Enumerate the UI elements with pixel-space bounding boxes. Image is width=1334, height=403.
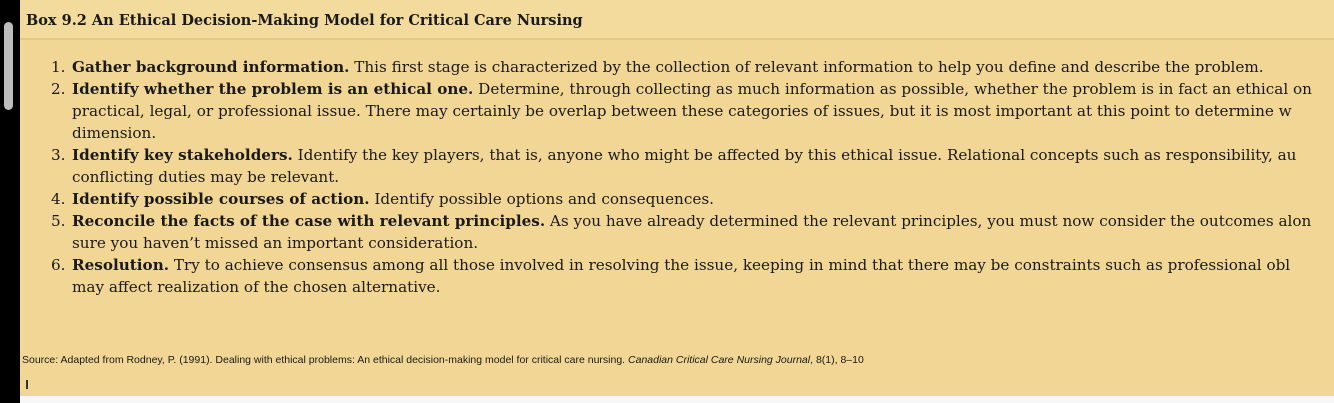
source-journal: Canadian Critical Care Nursing Journal bbox=[628, 354, 811, 366]
step-item bbox=[20, 188, 1334, 210]
step-text: Try to achieve consensus among all those involved in resolving the issue, keeping in mind that there may be constraints such as professional obl bbox=[169, 256, 1291, 274]
step-number: 4. bbox=[51, 190, 66, 208]
step-heading: Identify whether the problem is an ethical one. bbox=[72, 80, 474, 98]
text-cursor bbox=[26, 380, 28, 389]
scrollbar-thumb[interactable] bbox=[4, 22, 13, 110]
step-text: Determine, through collecting as much information as possible, whether the problem is in fact an ethical on bbox=[473, 80, 1312, 98]
source-suffix: , 8(1), 8–10 bbox=[810, 354, 864, 366]
step-number: 5. bbox=[51, 212, 66, 230]
content-box bbox=[20, 0, 1334, 396]
step-continuation-line: conflicting duties may be relevant. bbox=[72, 168, 340, 186]
step-number: 3. bbox=[51, 146, 66, 164]
steps-list bbox=[20, 56, 1334, 298]
step-heading: Gather background information. bbox=[72, 58, 350, 76]
step-continuation-line: may affect realization of the chosen alternative. bbox=[72, 278, 441, 296]
step-number: 2. bbox=[51, 80, 66, 98]
step-text: Identify possible options and consequences. bbox=[369, 190, 714, 208]
step-item bbox=[20, 254, 1334, 298]
step-continuation-line: dimension. bbox=[72, 124, 157, 142]
box-title: Box 9.2 An Ethical Decision-Making Model for Critical Care Nursing bbox=[26, 12, 583, 29]
source-citation bbox=[22, 354, 864, 366]
box-header bbox=[20, 0, 1334, 40]
step-first-line bbox=[72, 56, 1334, 78]
step-heading: Resolution. bbox=[72, 256, 170, 274]
step-heading: Reconcile the facts of the case with relevant principles. bbox=[72, 212, 546, 230]
source-prefix: Source: Adapted from Rodney, P. (1991). Dealing with ethical problems: An ethical decision-making model for critical care nursing. bbox=[22, 354, 629, 366]
step-text: Identify the key players, that is, anyone who might be affected by this ethical issue. Relational concepts such as responsibility, au bbox=[292, 146, 1297, 164]
step-first-line bbox=[72, 188, 1334, 210]
step-item bbox=[20, 144, 1334, 188]
step-first-line bbox=[72, 254, 1334, 276]
window-left-edge bbox=[0, 0, 20, 403]
step-first-line bbox=[72, 144, 1334, 166]
step-continuation-line: sure you haven’t missed an important consideration. bbox=[72, 234, 479, 252]
step-first-line bbox=[72, 78, 1334, 100]
step-text: As you have already determined the relevant principles, you must now consider the outcomes alon bbox=[545, 212, 1312, 230]
bottom-margin bbox=[20, 396, 1334, 403]
step-continuation-line: practical, legal, or professional issue. There may certainly be overlap between these categories of issues, but it is most important at this point to determine w bbox=[72, 102, 1292, 120]
step-number: 1. bbox=[51, 58, 66, 76]
step-heading: Identify key stakeholders. bbox=[72, 146, 293, 164]
step-text: This first stage is characterized by the collection of relevant information to help you define and describe the problem. bbox=[349, 58, 1264, 76]
step-heading: Identify possible courses of action. bbox=[72, 190, 370, 208]
step-number: 6. bbox=[51, 256, 66, 274]
step-item bbox=[20, 56, 1334, 78]
step-item bbox=[20, 78, 1334, 144]
step-first-line bbox=[72, 210, 1334, 232]
step-item bbox=[20, 210, 1334, 254]
